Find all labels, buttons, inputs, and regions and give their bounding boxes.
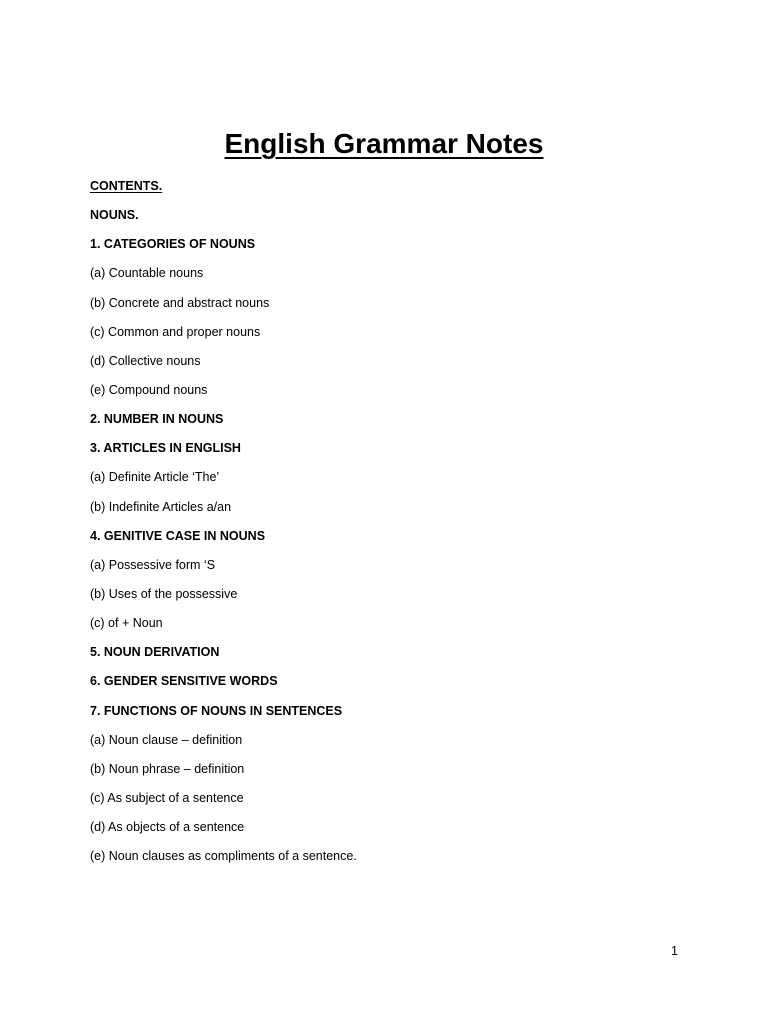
toc-entry-text: (b) Indefinite Articles a/an [90,499,232,514]
toc-entry-text: (a) Possessive form ‘S [90,557,216,572]
table-of-contents [90,175,690,874]
toc-entry [90,583,690,612]
toc-entry [90,787,690,816]
toc-entry-text: 7. FUNCTIONS OF NOUNS IN SENTENCES [90,703,343,718]
toc-entry-text: (a) Noun clause – definition [90,732,243,747]
toc-entry [90,729,690,758]
toc-entry-text: NOUNS. [90,208,139,223]
toc-entry [90,437,690,466]
page-title [0,124,768,164]
page-title-text: English Grammar Notes [224,128,544,159]
toc-entry-text: 5. NOUN DERIVATION [90,645,220,660]
toc-entry [90,525,690,554]
toc-entry [90,554,690,583]
toc-entry [90,816,690,845]
toc-entry-text: (c) Common and proper nouns [90,324,261,339]
toc-entry-text: (b) Noun phrase – definition [90,761,245,776]
page-number: 1 [671,944,678,958]
toc-entry [90,758,690,787]
toc-entry-text: (d) Collective nouns [90,353,201,368]
toc-entry-text: (a) Definite Article ‘The’ [90,470,220,485]
toc-entry-text: (d) As objects of a sentence [90,820,245,835]
toc-entry-text: (a) Countable nouns [90,266,204,281]
toc-entry-text: (b) Concrete and abstract nouns [90,295,270,310]
toc-entry [90,700,690,729]
toc-entry [90,262,690,291]
toc-entry-text: CONTENTS. [90,179,163,193]
toc-entry [90,408,690,437]
toc-entry [90,233,690,262]
toc-entry [90,292,690,321]
toc-entry [90,612,690,641]
toc-entry [90,204,690,233]
toc-entry [90,379,690,408]
toc-entry-text: (c) As subject of a sentence [90,790,244,805]
toc-entry-text: (e) Compound nouns [90,382,208,397]
toc-entry [90,641,690,670]
toc-entry-text: (c) of + Noun [90,616,163,631]
toc-entry [90,845,690,874]
toc-entry [90,175,690,204]
toc-entry-text: (e) Noun clauses as compliments of a sentence. [90,849,357,864]
toc-entry-text: 2. NUMBER IN NOUNS [90,412,224,427]
toc-entry-text: 4. GENITIVE CASE IN NOUNS [90,528,266,543]
toc-entry [90,350,690,379]
toc-entry-text: 6. GENDER SENSITIVE WORDS [90,674,278,689]
toc-entry-text: (b) Uses of the possessive [90,586,238,601]
toc-entry [90,321,690,350]
toc-entry-text: 1. CATEGORIES OF NOUNS [90,237,256,252]
toc-entry [90,466,690,495]
toc-entry-text: 3. ARTICLES IN ENGLISH [90,441,241,456]
toc-entry [90,496,690,525]
toc-entry [90,670,690,699]
